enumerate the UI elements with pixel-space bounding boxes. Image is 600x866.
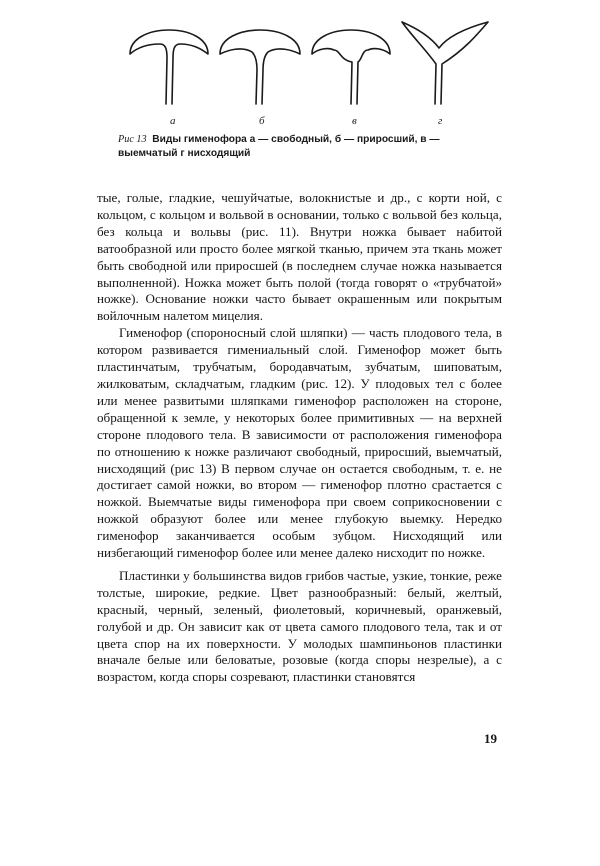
mushroom-a-outline: [130, 30, 208, 104]
paragraph-3: Пластинки у большинства видов грибов частые, узкие, тонкие, реже толстые, широкие, редкие. Цвет разнообразный: белый, желтый, красный, черный, зеленый, фиолетовый, коричневый, оранжевый, голубой и др. Он зависит как от цвета самого плодового тела, так и от цвета спор на их поверхности. У молодых шампиньонов пластинки вначале белые или беловатые, розовые (когда споры незрелые), а с возрастом, когда споры созревают, пластинки становятся: [97, 567, 502, 685]
figure-label-b: б: [259, 115, 265, 127]
figure-caption-text: Виды гименофора а — свободный, б — приросший, в — выемчатый г нисходящий: [118, 134, 440, 159]
figure-caption: [118, 133, 490, 161]
mushroom-b-outline: [220, 30, 300, 104]
figure-label-c: в: [352, 115, 357, 127]
hymenophor-figure: [122, 14, 494, 127]
figure-label-d: г: [438, 115, 443, 127]
mushroom-c-outline: [312, 30, 390, 104]
paragraph-2: Гименофор (спороносный слой шляпки) — часть плодового тела, в котором развивается гимениальный слой. Гименофор может быть пластинчатым, трубчатым, бородавчатым, зубчатым, шиповатым, жилковатым, складчатым, гладким (рис. 12). У плодовых тел с более или менее развитыми шляпками гименофор расположен на стороне, обращенной к земле, у некоторых более примитивных — на верхней стороне плодового тела. В зависимости от расположения гименофора по отношению к ножке различают свободный, приросший, выемчатый, нисходящий (рис 13) В первом случае он остается свободным, т. е. не достигает самой ножки, во втором — гименофор плотно срастается с ножкой. Выемчатые виды гименофора при своем соприкосновении с ножкой образуют более или менее глубокую выемку. Нередко гименофор заканчивается особым зубцом. Нисходящий или низбегающий гименофор более или менее далеко нисходит по ножке.: [97, 325, 502, 561]
mushroom-outlines-illustration: [122, 14, 494, 114]
body-text: [97, 190, 502, 686]
page-number: 19: [484, 731, 497, 746]
figure-caption-number: Рис 13: [118, 134, 147, 145]
mushroom-d-outline: [402, 22, 488, 104]
figure-label-a: а: [170, 115, 176, 127]
paragraph-1: тые, голые, гладкие, чешуйчатые, волокнистые и др., с корти ной, с кольцом, с кольцом и вольвой в основании, только с вольвой без кольца, без кольца и вольвы (рис. 11). Внутри ножка бывает набитой ватообразной или просто более мягкой тканью, причем эта ткань может быть свободной или приросшей (в последнем случае ножка называется выполненной). Ножка может быть полой (тогда говорят о «трубчатой» ножке). Основание ножки часто бывает окрашенным или покрытым войлочным налетом мицелия.: [97, 190, 502, 324]
